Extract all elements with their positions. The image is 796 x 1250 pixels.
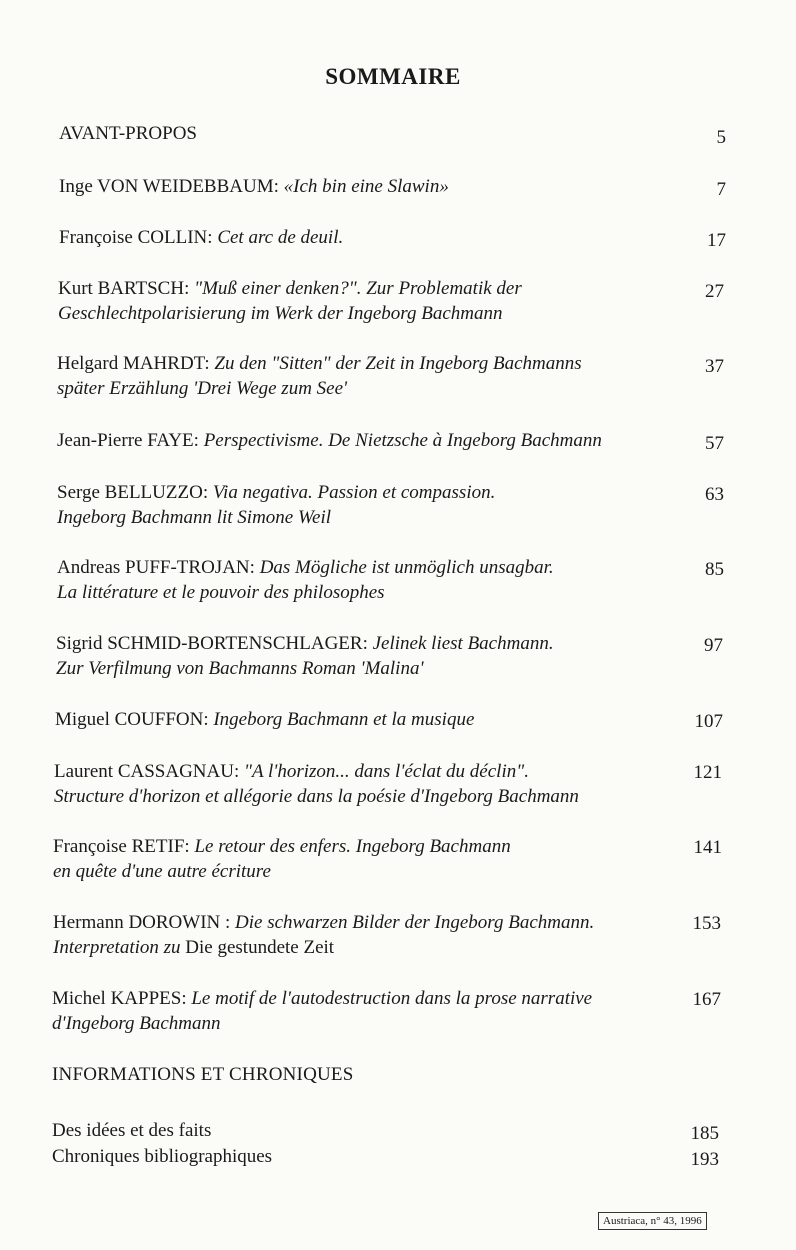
toc-author: Inge VON WEIDEBBAUM <box>59 176 274 197</box>
toc-entry-line1: Inge VON WEIDEBBAUM: «Ich bin eine Slawin» <box>59 176 449 197</box>
toc-title-continued: Structure d'horizon et allégorie dans la poésie d'Ingeborg Bachmann <box>54 786 579 807</box>
toc-title-continued: Ingeborg Bachmann lit Simone Weil <box>57 507 332 528</box>
toc-entry-line2 <box>57 376 582 401</box>
toc-author: Françoise RETIF <box>53 836 185 857</box>
toc-entry-line1: Françoise COLLIN: Cet arc de deuil. <box>59 227 344 248</box>
toc-title: Das Mögliche ist unmöglich unsagbar. <box>259 557 554 578</box>
toc-entry-line1: Andreas PUFF-TROJAN: Das Mögliche ist unmöglich unsagbar. <box>57 557 554 578</box>
toc-page-number: 5 <box>716 127 726 148</box>
toc-title-continued: Zur Verfilmung von Bachmanns Roman 'Malina' <box>56 658 424 679</box>
toc-entry <box>59 121 197 146</box>
toc-page-number: 141 <box>693 837 722 858</box>
toc-page-number: 153 <box>692 913 721 934</box>
toc-entry <box>53 910 594 960</box>
toc-title-continued: La littérature et le pouvoir des philosophes <box>57 582 385 603</box>
toc-entry-line1: Michel KAPPES: Le motif de l'autodestruction dans la prose narrative <box>52 988 593 1009</box>
toc-page-number: 17 <box>707 230 726 251</box>
toc-extra-entry <box>52 1118 211 1143</box>
toc-extra-label: Des idées et des faits <box>52 1120 212 1141</box>
toc-entry <box>58 276 522 326</box>
toc-entry-line2 <box>58 301 522 326</box>
toc-page-number: 121 <box>693 762 722 783</box>
toc-entry-line1: Serge BELLUZZO: Via negativa. Passion et compassion. <box>57 482 496 503</box>
toc-author: AVANT-PROPOS <box>59 123 197 144</box>
toc-page-number: 7 <box>716 179 726 200</box>
toc-entry-line2 <box>52 1011 592 1036</box>
toc-entry <box>53 834 511 884</box>
toc-author: Andreas PUFF-TROJAN <box>57 557 250 578</box>
toc-author: Jean-Pierre FAYE <box>57 430 194 451</box>
toc-entry-line1: Helgard MAHRDT: Zu den "Sitten" der Zeit in Ingeborg Bachmanns <box>57 353 582 374</box>
toc-entry-line1: Laurent CASSAGNAU: "A l'horizon... dans l'éclat du déclin". <box>54 761 529 782</box>
toc-page-number: 85 <box>705 559 724 580</box>
toc-title: Jelinek liest Bachmann. <box>372 633 554 654</box>
toc-entry <box>57 555 554 605</box>
toc-title: Perspectivisme. De Nietzsche à Ingeborg Bachmann <box>203 430 602 451</box>
toc-entry <box>52 986 592 1036</box>
toc-author: Serge BELLUZZO <box>57 482 203 503</box>
toc-title: Via negativa. Passion et compassion. <box>212 482 496 503</box>
toc-entry-line1: Miguel COUFFON: Ingeborg Bachmann et la musique <box>55 709 475 730</box>
toc-page-number: 57 <box>705 433 724 454</box>
publication-footer: Austriaca, n° 43, 1996 <box>598 1212 707 1230</box>
toc-page-number: 63 <box>705 484 724 505</box>
toc-entry-line2 <box>57 505 495 530</box>
toc-author: Miguel COUFFON <box>55 709 204 730</box>
toc-title-continued: d'Ingeborg Bachmann <box>52 1013 221 1034</box>
toc-title-continued: en quête d'une autre écriture <box>53 861 271 882</box>
toc-title-continued: Interpretation zu <box>53 937 181 958</box>
toc-entry <box>54 759 579 809</box>
toc-page-number: 27 <box>705 281 724 302</box>
toc-entry <box>59 174 449 199</box>
toc-author: Sigrid SCHMID-BORTENSCHLAGER <box>56 633 363 654</box>
toc-title: Le retour des enfers. Ingeborg Bachmann <box>194 836 511 857</box>
toc-entry <box>57 428 602 453</box>
toc-page-number: 107 <box>694 711 723 732</box>
toc-title: Die schwarzen Bilder der Ingeborg Bachmann. <box>235 912 595 933</box>
toc-entry <box>57 480 495 530</box>
toc-title: Ingeborg Bachmann et la musique <box>213 709 475 730</box>
toc-author: Helgard MAHRDT <box>57 353 205 374</box>
toc-page-number: 167 <box>692 989 721 1010</box>
toc-entry-line2 <box>53 859 511 884</box>
toc-author: Michel KAPPES <box>52 988 182 1009</box>
toc-title: «Ich bin eine Slawin» <box>283 176 449 197</box>
toc-entry-line1: Kurt BARTSCH: "Muß einer denken?". Zur Problematik der <box>58 278 522 299</box>
toc-entry-line2 <box>54 784 579 809</box>
toc-title: Cet arc de deuil. <box>217 227 344 248</box>
toc-page-number: 97 <box>704 635 723 656</box>
page-title: SOMMAIRE <box>325 64 461 89</box>
toc-title-continued: später Erzählung 'Drei Wege zum See' <box>57 378 348 399</box>
toc-title: "A l'horizon... dans l'éclat du déclin". <box>244 761 529 782</box>
toc-title-continued: Geschlechtpolarisierung im Werk der Ingeborg Bachmann <box>58 303 503 324</box>
toc-extra-entry <box>52 1144 272 1169</box>
toc-entry <box>56 631 554 681</box>
toc-author: Françoise COLLIN <box>59 227 208 248</box>
toc-entry-line2 <box>57 580 554 605</box>
toc-title: Zu den "Sitten" der Zeit in Ingeborg Bachmanns <box>214 353 582 374</box>
toc-entry <box>59 225 343 250</box>
toc-author: Laurent CASSAGNAU <box>54 761 234 782</box>
toc-entry-line1: Françoise RETIF: Le retour des enfers. Ingeborg Bachmann <box>53 836 511 857</box>
toc-entry <box>57 351 582 401</box>
toc-entry-line2 <box>56 656 554 681</box>
toc-entry <box>55 707 474 732</box>
toc-title: Le motif de l'autodestruction dans la prose narrative <box>191 988 593 1009</box>
toc-entry-line1: Sigrid SCHMID-BORTENSCHLAGER: Jelinek liest Bachmann. <box>56 633 554 654</box>
toc-title-roman: Die gestundete Zeit <box>180 937 335 958</box>
toc-extra-label: Chroniques bibliographiques <box>52 1146 273 1167</box>
toc-entry-line1 <box>59 121 197 146</box>
toc-entry-line1: Hermann DOROWIN : Die schwarzen Bilder der Ingeborg Bachmann. <box>53 912 595 933</box>
toc-page-number: 193 <box>690 1149 719 1170</box>
toc-author: Kurt BARTSCH <box>58 278 185 299</box>
toc-entry-line2 <box>53 935 594 960</box>
toc-page-number: 185 <box>690 1123 719 1144</box>
toc-entry-line1: Jean-Pierre FAYE: Perspectivisme. De Nietzsche à Ingeborg Bachmann <box>57 430 602 451</box>
toc-title: "Muß einer denken?". Zur Problematik der <box>194 278 522 299</box>
toc-author: Hermann DOROWIN <box>53 912 221 933</box>
section-title: INFORMATIONS ET CHRONIQUES <box>52 1064 354 1085</box>
toc-page-number: 37 <box>705 356 724 377</box>
